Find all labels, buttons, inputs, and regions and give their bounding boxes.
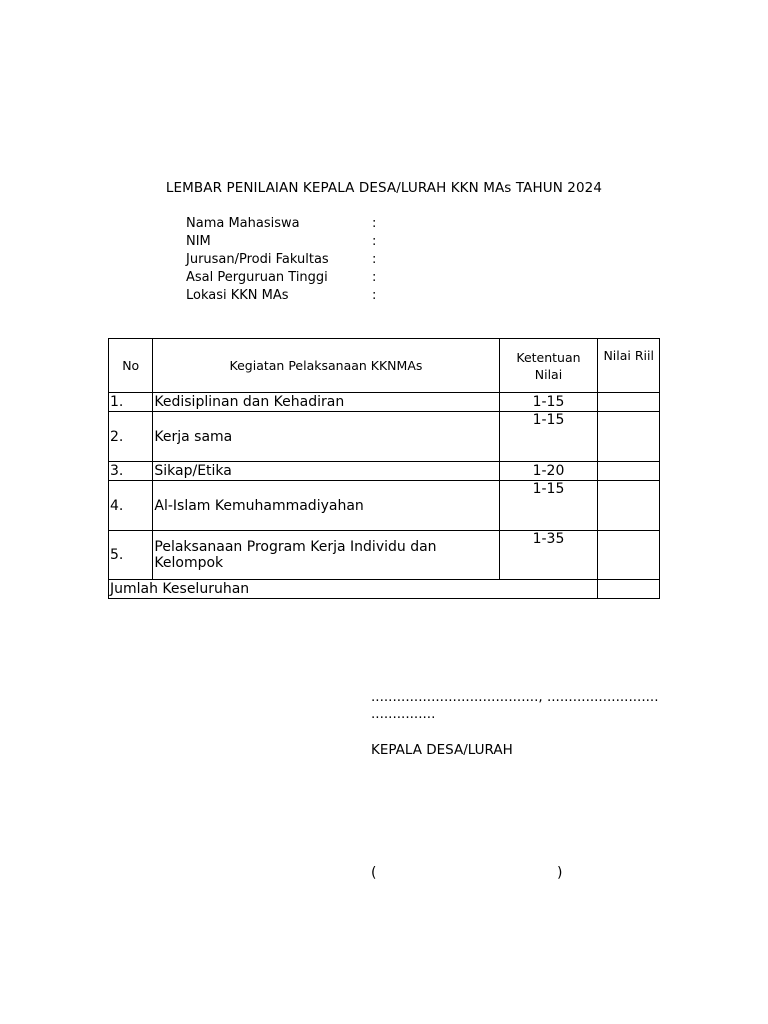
total-value-cell[interactable] [598, 580, 660, 599]
signatory-role: KEPALA DESA/LURAH [371, 742, 513, 758]
place-date-line: ......................................., .......................... [371, 689, 659, 705]
place-date-line-continued: ............... [371, 706, 436, 722]
identity-colon: : [372, 288, 377, 303]
row-number: 4. [109, 481, 153, 531]
header-nilai-riil: Nilai Riil [598, 339, 660, 393]
identity-label: Jurusan/Prodi Fakultas [186, 252, 329, 267]
row-nilai-cell[interactable] [598, 412, 660, 462]
header-kegiatan: Kegiatan Pelaksanaan KKNMAs [153, 339, 499, 393]
row-nilai-cell[interactable] [598, 462, 660, 481]
total-row [109, 580, 660, 599]
identity-colon: : [372, 252, 377, 267]
row-number: 2. [109, 412, 153, 462]
identity-row-nim [186, 233, 376, 251]
row-number: 1. [109, 393, 153, 412]
student-identity-block [186, 215, 376, 305]
identity-colon: : [372, 270, 377, 285]
row-nilai-cell[interactable] [598, 481, 660, 531]
row-kegiatan: Al-Islam Kemuhammadiyahan [153, 481, 499, 531]
row-ketentuan: 1-20 [499, 462, 598, 481]
signature-block [371, 689, 659, 758]
page-title: LEMBAR PENILAIAN KEPALA DESA/LURAH KKN MAs TAHUN 2024 [165, 180, 603, 196]
table-row [109, 462, 660, 481]
close-parenthesis: ) [557, 865, 563, 881]
row-nilai-cell[interactable] [598, 531, 660, 580]
table-row [109, 412, 660, 462]
row-ketentuan: 1-15 [499, 412, 598, 462]
row-kegiatan: Kerja sama [153, 412, 499, 462]
header-no: No [109, 339, 153, 393]
assessment-table [108, 338, 660, 599]
identity-row-jurusan [186, 251, 376, 269]
identity-colon: : [372, 234, 377, 249]
row-kegiatan: Pelaksanaan Program Kerja Individu dan Kelompok [153, 531, 499, 580]
table-row [109, 481, 660, 531]
open-parenthesis: ( [371, 865, 377, 881]
identity-label: Asal Perguruan Tinggi [186, 270, 328, 285]
identity-label: Lokasi KKN MAs [186, 288, 289, 303]
row-ketentuan: 1-15 [499, 393, 598, 412]
row-nilai-cell[interactable] [598, 393, 660, 412]
row-number: 5. [109, 531, 153, 580]
total-label: Jumlah Keseluruhan [109, 580, 598, 599]
row-kegiatan: Sikap/Etika [153, 462, 499, 481]
identity-label: Nama Mahasiswa [186, 216, 300, 231]
identity-colon: : [372, 216, 377, 231]
table-row [109, 531, 660, 580]
row-ketentuan: 1-15 [499, 481, 598, 531]
row-ketentuan: 1-35 [499, 531, 598, 580]
table-row [109, 393, 660, 412]
identity-row-lokasi [186, 287, 376, 305]
row-number: 3. [109, 462, 153, 481]
header-ketentuan: Ketentuan Nilai [499, 339, 598, 393]
table-header-row [109, 339, 660, 393]
row-kegiatan: Kedisiplinan dan Kehadiran [153, 393, 499, 412]
identity-row-perguruan [186, 269, 376, 287]
identity-row-nama [186, 215, 376, 233]
identity-label: NIM [186, 234, 211, 249]
